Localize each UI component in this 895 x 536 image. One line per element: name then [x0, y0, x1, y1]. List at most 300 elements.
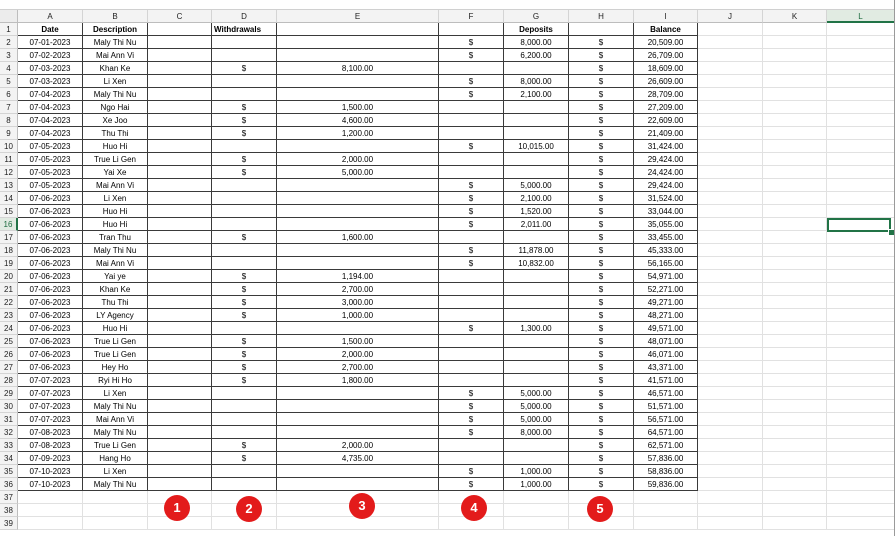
cell[interactable] — [698, 218, 763, 231]
currency-cell[interactable]: $ — [439, 75, 504, 88]
description-cell[interactable]: True Li Gen — [83, 439, 148, 452]
cell[interactable] — [212, 413, 277, 426]
cell[interactable] — [763, 400, 827, 413]
cell[interactable] — [212, 140, 277, 153]
description-cell[interactable]: Maly Thi Nu — [83, 478, 148, 491]
currency-cell[interactable]: $ — [439, 192, 504, 205]
withdrawal-cell[interactable]: 2,700.00 — [277, 361, 439, 374]
description-cell[interactable]: Khan Ke — [83, 283, 148, 296]
date-cell[interactable]: 07-03-2023 — [18, 62, 83, 75]
description-cell[interactable]: Mai Ann Vi — [83, 179, 148, 192]
currency-cell[interactable]: $ — [569, 140, 634, 153]
withdrawal-cell[interactable]: 8,100.00 — [277, 62, 439, 75]
currency-cell[interactable]: $ — [569, 127, 634, 140]
cell[interactable] — [827, 153, 895, 166]
currency-cell[interactable]: $ — [212, 114, 277, 127]
cell[interactable] — [827, 166, 895, 179]
row-header[interactable]: 4 — [0, 62, 18, 75]
cell[interactable] — [504, 101, 569, 114]
row-header[interactable]: 35 — [0, 465, 18, 478]
cell[interactable] — [698, 244, 763, 257]
cell[interactable] — [698, 504, 763, 517]
currency-cell[interactable]: $ — [569, 387, 634, 400]
cell[interactable] — [504, 114, 569, 127]
cell[interactable] — [504, 309, 569, 322]
cell[interactable] — [763, 465, 827, 478]
cell[interactable] — [148, 231, 212, 244]
cell[interactable] — [698, 335, 763, 348]
cell[interactable] — [439, 270, 504, 283]
deposit-cell[interactable]: 2,100.00 — [504, 88, 569, 101]
currency-cell[interactable]: $ — [569, 426, 634, 439]
date-cell[interactable]: 07-03-2023 — [18, 75, 83, 88]
cell[interactable] — [763, 270, 827, 283]
cell[interactable] — [504, 491, 569, 504]
date-cell[interactable]: 07-06-2023 — [18, 361, 83, 374]
cell[interactable] — [763, 244, 827, 257]
balance-cell[interactable]: 49,271.00 — [634, 296, 698, 309]
description-cell[interactable]: Mai Ann Vi — [83, 257, 148, 270]
description-cell[interactable]: Maly Thi Nu — [83, 244, 148, 257]
cell[interactable] — [698, 283, 763, 296]
cell[interactable] — [212, 244, 277, 257]
date-cell[interactable]: 07-10-2023 — [18, 465, 83, 478]
row-header[interactable]: 28 — [0, 374, 18, 387]
date-cell[interactable]: 07-01-2023 — [18, 36, 83, 49]
cell[interactable] — [827, 387, 895, 400]
cell[interactable] — [439, 374, 504, 387]
cell[interactable] — [439, 283, 504, 296]
row-header[interactable]: 36 — [0, 478, 18, 491]
cell[interactable] — [827, 270, 895, 283]
cell[interactable] — [827, 335, 895, 348]
cell[interactable] — [827, 23, 895, 36]
description-cell[interactable]: Thu Thi — [83, 296, 148, 309]
cell[interactable] — [504, 452, 569, 465]
cell[interactable] — [827, 244, 895, 257]
cell[interactable] — [148, 309, 212, 322]
currency-cell[interactable]: $ — [569, 257, 634, 270]
date-cell[interactable]: 07-05-2023 — [18, 166, 83, 179]
cell[interactable] — [698, 231, 763, 244]
cell[interactable] — [277, 322, 439, 335]
cell[interactable] — [439, 296, 504, 309]
date-cell[interactable]: 07-06-2023 — [18, 270, 83, 283]
withdrawal-cell[interactable]: 4,735.00 — [277, 452, 439, 465]
column-header-d[interactable]: D — [212, 10, 277, 23]
balance-cell[interactable]: 20,509.00 — [634, 36, 698, 49]
row-header[interactable]: 39 — [0, 517, 18, 530]
withdrawal-cell[interactable]: 1,200.00 — [277, 127, 439, 140]
cell[interactable] — [148, 283, 212, 296]
cell[interactable] — [827, 192, 895, 205]
currency-cell[interactable]: $ — [569, 244, 634, 257]
description-cell[interactable]: Mai Ann Vi — [83, 49, 148, 62]
currency-cell[interactable]: $ — [212, 361, 277, 374]
date-cell[interactable]: 07-06-2023 — [18, 322, 83, 335]
header-cell[interactable]: Date — [18, 23, 83, 36]
cell[interactable] — [698, 296, 763, 309]
withdrawal-cell[interactable]: 2,700.00 — [277, 283, 439, 296]
cell[interactable] — [277, 36, 439, 49]
cell[interactable] — [504, 231, 569, 244]
cell[interactable] — [698, 491, 763, 504]
cell[interactable] — [148, 153, 212, 166]
cell[interactable] — [763, 140, 827, 153]
currency-cell[interactable]: $ — [569, 335, 634, 348]
currency-cell[interactable]: $ — [439, 322, 504, 335]
row-header[interactable]: 21 — [0, 283, 18, 296]
currency-cell[interactable]: $ — [439, 49, 504, 62]
cell[interactable] — [439, 309, 504, 322]
cell[interactable] — [148, 62, 212, 75]
date-cell[interactable]: 07-07-2023 — [18, 387, 83, 400]
row-header[interactable]: 24 — [0, 322, 18, 335]
currency-cell[interactable]: $ — [569, 361, 634, 374]
header-cell[interactable]: Description — [83, 23, 148, 36]
cell[interactable] — [698, 179, 763, 192]
description-cell[interactable]: Ryi Hi Ho — [83, 374, 148, 387]
column-header-a[interactable]: A — [18, 10, 83, 23]
cell[interactable] — [148, 257, 212, 270]
description-cell[interactable]: Mai Ann Vi — [83, 413, 148, 426]
cell[interactable] — [698, 192, 763, 205]
cell[interactable] — [569, 23, 634, 36]
cell[interactable] — [148, 75, 212, 88]
row-header[interactable]: 22 — [0, 296, 18, 309]
row-header[interactable]: 18 — [0, 244, 18, 257]
cell[interactable] — [827, 179, 895, 192]
cell[interactable] — [763, 101, 827, 114]
cell[interactable] — [763, 296, 827, 309]
row-header[interactable]: 17 — [0, 231, 18, 244]
withdrawal-cell[interactable]: 1,600.00 — [277, 231, 439, 244]
cell[interactable] — [827, 426, 895, 439]
row-header[interactable]: 2 — [0, 36, 18, 49]
description-cell[interactable]: Hang Ho — [83, 452, 148, 465]
cell[interactable] — [148, 49, 212, 62]
date-cell[interactable]: 07-04-2023 — [18, 114, 83, 127]
cell[interactable] — [277, 88, 439, 101]
row-header[interactable]: 27 — [0, 361, 18, 374]
cell[interactable] — [504, 504, 569, 517]
row-header[interactable]: 34 — [0, 452, 18, 465]
column-header-g[interactable]: G — [504, 10, 569, 23]
currency-cell[interactable]: $ — [212, 166, 277, 179]
cell[interactable] — [763, 49, 827, 62]
cell[interactable] — [504, 348, 569, 361]
cell[interactable] — [698, 452, 763, 465]
cell[interactable] — [277, 465, 439, 478]
cell[interactable] — [212, 426, 277, 439]
description-cell[interactable]: Ngo Hai — [83, 101, 148, 114]
currency-cell[interactable]: $ — [569, 478, 634, 491]
currency-cell[interactable]: $ — [569, 413, 634, 426]
description-cell[interactable]: Yai ye — [83, 270, 148, 283]
withdrawal-cell[interactable]: 2,000.00 — [277, 439, 439, 452]
cell[interactable] — [212, 400, 277, 413]
currency-cell[interactable]: $ — [569, 283, 634, 296]
cell[interactable] — [827, 465, 895, 478]
active-cell-selection[interactable] — [827, 218, 891, 232]
cell[interactable] — [277, 400, 439, 413]
description-cell[interactable]: Huo Hi — [83, 140, 148, 153]
currency-cell[interactable]: $ — [439, 413, 504, 426]
date-cell[interactable]: 07-04-2023 — [18, 88, 83, 101]
cell[interactable] — [698, 439, 763, 452]
withdrawal-cell[interactable]: 3,000.00 — [277, 296, 439, 309]
cell[interactable] — [698, 348, 763, 361]
currency-cell[interactable]: $ — [569, 348, 634, 361]
currency-cell[interactable]: $ — [569, 465, 634, 478]
row-header[interactable]: 30 — [0, 400, 18, 413]
balance-cell[interactable]: 57,836.00 — [634, 452, 698, 465]
cell[interactable] — [83, 491, 148, 504]
header-cell[interactable]: Withdrawals — [212, 23, 277, 36]
description-cell[interactable]: Maly Thi Nu — [83, 36, 148, 49]
withdrawal-cell[interactable]: 2,000.00 — [277, 153, 439, 166]
row-header[interactable]: 13 — [0, 179, 18, 192]
row-header[interactable]: 3 — [0, 49, 18, 62]
cell[interactable] — [698, 153, 763, 166]
currency-cell[interactable]: $ — [212, 231, 277, 244]
cell[interactable] — [698, 88, 763, 101]
cell[interactable] — [277, 517, 439, 530]
balance-cell[interactable]: 62,571.00 — [634, 439, 698, 452]
balance-cell[interactable]: 56,165.00 — [634, 257, 698, 270]
currency-cell[interactable]: $ — [212, 296, 277, 309]
cell[interactable] — [763, 231, 827, 244]
cell[interactable] — [148, 88, 212, 101]
cell[interactable] — [763, 283, 827, 296]
date-cell[interactable]: 07-04-2023 — [18, 127, 83, 140]
balance-cell[interactable]: 26,609.00 — [634, 75, 698, 88]
cell[interactable] — [827, 75, 895, 88]
cell[interactable] — [634, 504, 698, 517]
description-cell[interactable]: Khan Ke — [83, 62, 148, 75]
column-header-i[interactable]: I — [634, 10, 698, 23]
column-header-j[interactable]: J — [698, 10, 763, 23]
cell[interactable] — [504, 153, 569, 166]
cell[interactable] — [18, 517, 83, 530]
description-cell[interactable]: Maly Thi Nu — [83, 400, 148, 413]
cell[interactable] — [763, 335, 827, 348]
currency-cell[interactable]: $ — [212, 335, 277, 348]
cell[interactable] — [763, 309, 827, 322]
cell[interactable] — [763, 361, 827, 374]
deposit-cell[interactable]: 1,000.00 — [504, 465, 569, 478]
currency-cell[interactable]: $ — [439, 140, 504, 153]
balance-cell[interactable]: 64,571.00 — [634, 426, 698, 439]
deposit-cell[interactable]: 11,878.00 — [504, 244, 569, 257]
cell[interactable] — [827, 140, 895, 153]
description-cell[interactable]: Tran Thu — [83, 231, 148, 244]
description-cell[interactable]: Li Xen — [83, 465, 148, 478]
cell[interactable] — [439, 153, 504, 166]
row-header[interactable]: 9 — [0, 127, 18, 140]
currency-cell[interactable]: $ — [212, 374, 277, 387]
deposit-cell[interactable]: 1,300.00 — [504, 322, 569, 335]
balance-cell[interactable]: 48,271.00 — [634, 309, 698, 322]
cell[interactable] — [827, 478, 895, 491]
cell[interactable] — [698, 465, 763, 478]
currency-cell[interactable]: $ — [569, 231, 634, 244]
cell[interactable] — [212, 192, 277, 205]
cell[interactable] — [698, 361, 763, 374]
currency-cell[interactable]: $ — [212, 153, 277, 166]
cell[interactable] — [763, 23, 827, 36]
balance-cell[interactable]: 49,571.00 — [634, 322, 698, 335]
balance-cell[interactable]: 18,609.00 — [634, 62, 698, 75]
cell[interactable] — [827, 49, 895, 62]
deposit-cell[interactable]: 5,000.00 — [504, 413, 569, 426]
cell[interactable] — [277, 413, 439, 426]
currency-cell[interactable]: $ — [439, 387, 504, 400]
cell[interactable] — [212, 257, 277, 270]
cell[interactable] — [277, 23, 439, 36]
currency-cell[interactable]: $ — [569, 452, 634, 465]
date-cell[interactable]: 07-05-2023 — [18, 153, 83, 166]
column-header-f[interactable]: F — [439, 10, 504, 23]
currency-cell[interactable]: $ — [212, 452, 277, 465]
deposit-cell[interactable]: 8,000.00 — [504, 75, 569, 88]
currency-cell[interactable]: $ — [439, 465, 504, 478]
cell[interactable] — [763, 517, 827, 530]
row-header[interactable]: 5 — [0, 75, 18, 88]
row-header[interactable]: 19 — [0, 257, 18, 270]
currency-cell[interactable]: $ — [439, 36, 504, 49]
cell[interactable] — [18, 504, 83, 517]
cell[interactable] — [763, 452, 827, 465]
currency-cell[interactable]: $ — [212, 439, 277, 452]
description-cell[interactable]: LY Agency — [83, 309, 148, 322]
currency-cell[interactable]: $ — [569, 101, 634, 114]
balance-cell[interactable]: 54,971.00 — [634, 270, 698, 283]
row-header[interactable]: 20 — [0, 270, 18, 283]
withdrawal-cell[interactable]: 4,600.00 — [277, 114, 439, 127]
cell[interactable] — [698, 517, 763, 530]
withdrawal-cell[interactable]: 1,000.00 — [277, 309, 439, 322]
cell[interactable] — [148, 140, 212, 153]
cell[interactable] — [148, 465, 212, 478]
currency-cell[interactable]: $ — [439, 257, 504, 270]
deposit-cell[interactable]: 8,000.00 — [504, 426, 569, 439]
cell[interactable] — [763, 192, 827, 205]
cell[interactable] — [148, 348, 212, 361]
cell[interactable] — [698, 322, 763, 335]
description-cell[interactable]: True Li Gen — [83, 153, 148, 166]
currency-cell[interactable]: $ — [569, 49, 634, 62]
deposit-cell[interactable]: 1,000.00 — [504, 478, 569, 491]
cell[interactable] — [148, 361, 212, 374]
cell[interactable] — [277, 244, 439, 257]
cell[interactable] — [698, 257, 763, 270]
balance-cell[interactable]: 52,271.00 — [634, 283, 698, 296]
date-cell[interactable]: 07-06-2023 — [18, 244, 83, 257]
cell[interactable] — [439, 361, 504, 374]
balance-cell[interactable]: 31,524.00 — [634, 192, 698, 205]
withdrawal-cell[interactable]: 1,194.00 — [277, 270, 439, 283]
cell[interactable] — [698, 205, 763, 218]
currency-cell[interactable]: $ — [439, 400, 504, 413]
cell[interactable] — [763, 166, 827, 179]
balance-cell[interactable]: 33,455.00 — [634, 231, 698, 244]
row-header[interactable]: 29 — [0, 387, 18, 400]
cell[interactable] — [439, 23, 504, 36]
cell[interactable] — [698, 114, 763, 127]
cell[interactable] — [827, 452, 895, 465]
date-cell[interactable]: 07-10-2023 — [18, 478, 83, 491]
cell[interactable] — [763, 62, 827, 75]
date-cell[interactable]: 07-06-2023 — [18, 231, 83, 244]
cell[interactable] — [148, 192, 212, 205]
cell[interactable] — [212, 88, 277, 101]
row-header[interactable]: 11 — [0, 153, 18, 166]
row-header[interactable]: 1 — [0, 23, 18, 36]
cell[interactable] — [277, 387, 439, 400]
cell[interactable] — [277, 218, 439, 231]
cell[interactable] — [504, 361, 569, 374]
column-header-l[interactable]: L — [827, 10, 895, 23]
cell[interactable] — [439, 452, 504, 465]
cell[interactable] — [763, 491, 827, 504]
cell[interactable] — [504, 166, 569, 179]
row-header[interactable]: 26 — [0, 348, 18, 361]
currency-cell[interactable]: $ — [212, 348, 277, 361]
description-cell[interactable]: Huo Hi — [83, 322, 148, 335]
row-header[interactable]: 25 — [0, 335, 18, 348]
cell[interactable] — [277, 49, 439, 62]
withdrawal-cell[interactable]: 5,000.00 — [277, 166, 439, 179]
cell[interactable] — [212, 75, 277, 88]
row-header[interactable]: 38 — [0, 504, 18, 517]
cell[interactable] — [763, 218, 827, 231]
cell[interactable] — [83, 504, 148, 517]
cell[interactable] — [827, 231, 895, 244]
cell[interactable] — [763, 153, 827, 166]
description-cell[interactable]: Li Xen — [83, 75, 148, 88]
cell[interactable] — [763, 478, 827, 491]
date-cell[interactable]: 07-06-2023 — [18, 335, 83, 348]
deposit-cell[interactable]: 6,200.00 — [504, 49, 569, 62]
cell[interactable] — [277, 140, 439, 153]
cell[interactable] — [439, 439, 504, 452]
withdrawal-cell[interactable]: 1,500.00 — [277, 101, 439, 114]
currency-cell[interactable]: $ — [212, 309, 277, 322]
description-cell[interactable]: Hey Ho — [83, 361, 148, 374]
header-cell[interactable]: Balance — [634, 23, 698, 36]
cell[interactable] — [148, 400, 212, 413]
cell[interactable] — [763, 387, 827, 400]
cell[interactable] — [827, 491, 895, 504]
row-header[interactable]: 10 — [0, 140, 18, 153]
cell[interactable] — [83, 517, 148, 530]
cell[interactable] — [148, 179, 212, 192]
date-cell[interactable]: 07-06-2023 — [18, 296, 83, 309]
deposit-cell[interactable]: 2,100.00 — [504, 192, 569, 205]
cell[interactable] — [504, 517, 569, 530]
cell[interactable] — [148, 114, 212, 127]
currency-cell[interactable]: $ — [569, 88, 634, 101]
balance-cell[interactable]: 45,333.00 — [634, 244, 698, 257]
cell[interactable] — [634, 491, 698, 504]
currency-cell[interactable]: $ — [439, 218, 504, 231]
date-cell[interactable]: 07-09-2023 — [18, 452, 83, 465]
row-header[interactable]: 15 — [0, 205, 18, 218]
cell[interactable] — [212, 465, 277, 478]
cell[interactable] — [439, 166, 504, 179]
currency-cell[interactable]: $ — [569, 374, 634, 387]
